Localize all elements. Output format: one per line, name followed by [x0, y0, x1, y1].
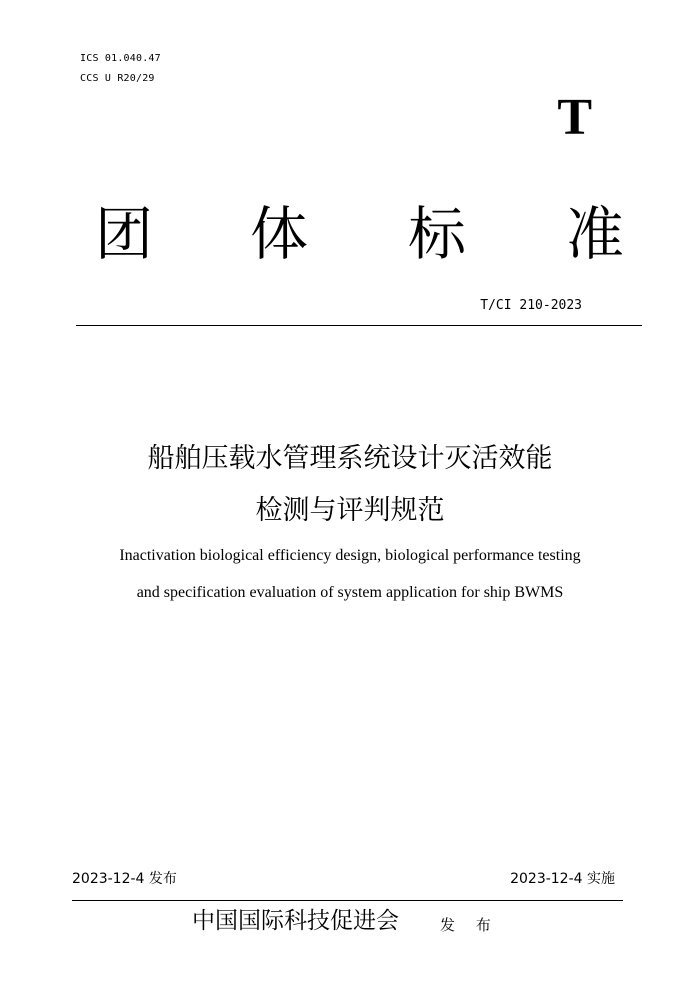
publish-date: 2023-12-4 发布	[72, 871, 177, 887]
chinese-title-line-2: 检测与评判规范	[255, 495, 445, 526]
ics-code: ICS 01.040.47	[80, 53, 161, 64]
top-divider	[76, 325, 642, 326]
issuing-organization: 中国国际科技促进会	[192, 908, 399, 934]
bottom-divider	[72, 900, 623, 901]
standard-category-char-2: 体	[250, 200, 309, 268]
standard-type-mark: T	[557, 89, 592, 146]
english-title-line-2: and specification evaluation of system application for ship BWMS	[136, 584, 564, 601]
standard-category-char-4: 准	[566, 200, 625, 268]
chinese-title-line-1: 船舶压载水管理系统设计灭活效能	[147, 443, 553, 474]
english-title-line-1: Inactivation biological efficiency design, biological performance testing	[119, 547, 581, 564]
standard-category-char-1: 团	[95, 200, 154, 268]
standard-number: T/CI 210-2023	[480, 298, 582, 313]
ccs-code: CCS U R20/29	[80, 73, 155, 84]
standard-category-char-3: 标	[408, 200, 467, 268]
implement-date: 2023-12-4 实施	[510, 871, 615, 887]
issuing-label: 发 布	[440, 916, 499, 934]
